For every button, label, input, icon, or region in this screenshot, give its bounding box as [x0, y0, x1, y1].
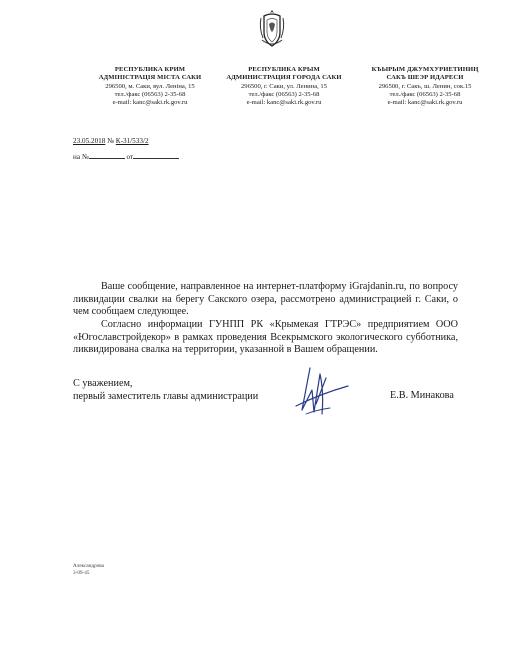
header-center-block [214, 66, 354, 107]
registration-number: К-31/533/2 [115, 137, 149, 145]
registration-line [73, 137, 149, 145]
header-right-email: e-mail: kanc@saki.rk.gov.ru [387, 99, 463, 107]
signer-name: Е.В. Минакова [390, 390, 454, 401]
handwritten-signature [290, 364, 352, 418]
header-left-title2: АДМІНІСТРАЦІЯ МІСТА САКИ [98, 74, 202, 82]
header-left-phone: тел./факс (06563) 2-35-68 [114, 90, 186, 98]
closing-block [73, 378, 258, 403]
executor-block [73, 563, 104, 576]
body-paragraph-1: Ваше сообщение, направленное на интернет-платформу iGrajdanin.ru, по вопросу ликвидации свалки на берегу Сакского озера, рассмотрено администрацией г. Саки, о чем сообщаем следующее. [73, 281, 458, 317]
body-paragraph-2: Согласно информации ГУНПП РК «Крымекая ГТРЭС» предприятием ООО «Югославстройдекор» в рамках проведения Всекрымского экологического субботника, ликвидирована свалка на территории, указанной в Вашем обращении. [73, 319, 458, 355]
executor-phone: 3-09-45 [73, 569, 90, 576]
header-right-title2: САКЪ ШЕЭР ИДАРЕСИ [386, 74, 464, 82]
registration-date: 23.05.2018 [73, 137, 106, 145]
header-left-email: e-mail: kanc@saki.rk.gov.ru [112, 99, 188, 107]
reference-on-label: на № [73, 153, 89, 161]
closing-regards: С уважением, [73, 378, 133, 389]
header-right-title1: КЪЫРЫМ ДЖУМХУРИЕТИНИҢ [371, 66, 479, 73]
header-left-address: 296500, м. Саки, вул. Леніна, 15 [105, 82, 195, 90]
header-center-title2: АДМИНИСТРАЦИЯ ГОРОДА САКИ [226, 74, 342, 82]
reference-line [73, 151, 179, 161]
header-center-email: e-mail: kanc@saki.rk.gov.ru [246, 99, 322, 107]
coat-of-arms-emblem [257, 8, 287, 48]
header-right-address: 296500, г. Сакъ, ш. Ленин, сок.15 [378, 82, 472, 90]
closing-position: первый заместитель главы администрации [73, 390, 259, 402]
header-center-phone: тел./факс (06563) 2-35-68 [248, 90, 320, 98]
registration-number-sign: № [107, 137, 114, 145]
header-right-phone: тел./факс (06563) 2-35-68 [389, 90, 461, 98]
reference-from-label: от [126, 153, 134, 161]
header-center-title1: РЕСПУБЛИКА КРЫМ [248, 66, 320, 73]
executor-name: Александрова [73, 563, 104, 569]
header-center-address: 296500, г. Саки, ул. Ленина, 15 [240, 82, 328, 90]
reference-number-blank [89, 151, 125, 159]
header-left-block [80, 66, 220, 107]
reference-date-blank [133, 151, 179, 159]
header-right-block [349, 66, 501, 107]
header-left-title1: РЕСПУБЛИКА КРИМ [114, 66, 186, 73]
